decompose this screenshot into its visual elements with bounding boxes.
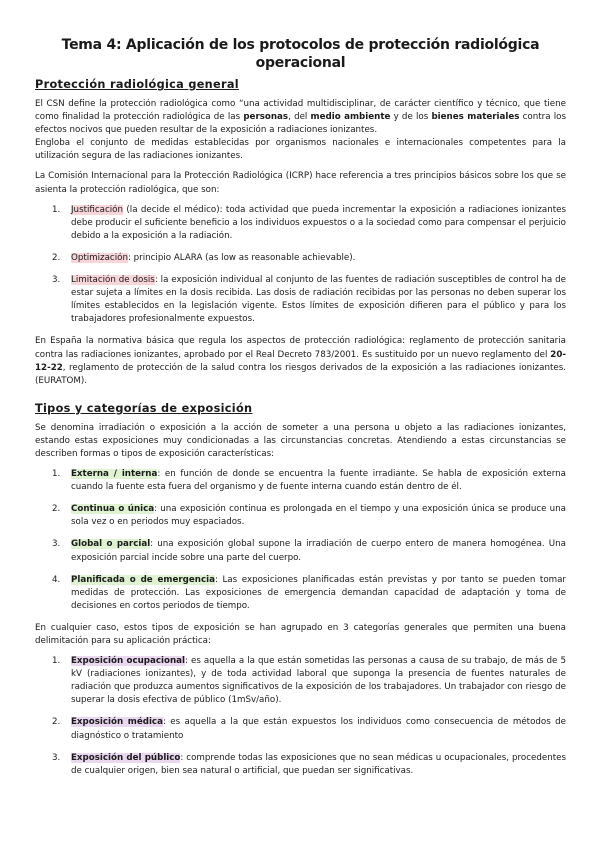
term-exposicion-ocupacional: Exposición ocupacional — [71, 656, 185, 667]
list-item: 2. Exposición médica: es aquella a la que están expuestos los individuos como consecuencia de métodos de diagnóstico o tratamiento — [52, 717, 566, 741]
term-externa-interna: Externa / interna — [71, 469, 158, 480]
categories-list — [35, 655, 566, 778]
section-heading-tipos: Tipos y categorías de exposición — [35, 401, 253, 415]
paragraph-csn-definition: El CSN define la protección radiológica como “una actividad multidisciplinar, de carácter científico y técnico, que tiene como finalidad la protección radiológica de las personas, del medio ambiente y de los bienes materiales contra los efectos nocivos que pueden resultar de la exposición a radiaciones ionizantes. — [35, 99, 566, 136]
bold-medio-ambiente: medio ambiente — [310, 112, 391, 123]
paragraph-engloba: Engloba el conjunto de medidas establecidas por organismos nacionales e internacionales competentes para la utilización segura de las radiaciones ionizantes. — [35, 138, 566, 162]
paragraph-icrp: La Comisión Internacional para la Protección Radiológica (ICRP) hace referencia a tres principios básicos sobre los que se asienta la protección radiológica, que son: — [35, 171, 566, 195]
term-planificada-emergencia: Planificada o de emergencia — [71, 574, 215, 585]
paragraph-irradiacion: Se denomina irradiación o exposición a la acción de someter a una persona u objeto a las radiaciones ionizantes, estando estas exposiciones muy condicionadas a las circunstancias concretas. Atendiendo a estas circunstancias se describen formas o tipos de exposición características: — [35, 422, 566, 459]
list-item: 1. Externa / interna: en función de donde se encuentra la fuente irradiante. Se habla de exposición externa cuando la fuente esta fuera del organismo y de fuente interna cuando están dentro de él. — [52, 469, 566, 493]
list-item: 3. Global o parcial: una exposición global supone la irradiación de cuerpo entero de manera homogénea. Una exposición parcial incide sobre una parte del cuerpo. — [52, 539, 566, 563]
list-item: 2. Continua o única: una exposición continua es prolongada en el tiempo y una exposición única se produce una sola vez o en periodos muy espaciados. — [52, 504, 566, 528]
term-optimizacion: Optimización — [71, 252, 128, 263]
term-continua-unica: Continua o única — [71, 504, 155, 515]
term-exposicion-publico: Exposición del público — [71, 752, 181, 763]
term-limitacion-dosis: Limitación de dosis — [71, 275, 155, 286]
bold-personas: personas — [243, 112, 289, 123]
list-item: 2. Optimización: principio ALARA (as low as reasonable achievable). — [52, 252, 356, 263]
term-justificacion: Justificación — [71, 204, 123, 215]
list-item: 3. Exposición del público: comprende todas las exposiciones que no sean médicas u ocupacionales, procedentes de cualquier origen, bien sea natural o artificial, que puedan ser significativas. — [52, 752, 566, 776]
page-title: Tema 4: Aplicación de los protocolos de protección radiológica operacional — [61, 37, 540, 71]
bold-date: 20-12-22 — [35, 349, 566, 373]
paragraph-categorias: En cualquier caso, estos tipos de exposición se han agrupado en 3 categorías generales que permiten una buena delimitación para su aplicación práctica: — [35, 622, 566, 646]
principles-list — [35, 204, 566, 327]
list-item: 4. Planificada o de emergencia: Las exposiciones planificadas están previstas y por tanto se pueden tomar medidas de protección. Las exposiciones de emergencia demandan capacidad de adaptación y toma de decisiones en cortos periodos de tiempo. — [52, 574, 567, 611]
term-global-parcial: Global o parcial — [71, 539, 151, 550]
bold-bienes-materiales: bienes materiales — [431, 112, 520, 123]
term-exposicion-medica: Exposición médica — [71, 717, 163, 728]
list-item: 1. Justificación (la decide el médico): toda actividad que pueda incrementar la exposición a radiaciones ionizantes debe producir el suficiente beneficio a los individuos expuestos o a la sociedad como para compensar el perjuicio debido a la exposición a la radiación. — [52, 204, 566, 241]
types-list — [35, 468, 566, 613]
paragraph-normativa: En España la normativa básica que regula los aspectos de protección radiológica: reglamento de protección sanitaria contra las radiaciones ionizantes, aprobado por el Real Decreto 783/2001. Es sustituido por un nuevo reglamento del 20-12-22, reglamento de protección de la salud contra los riesgos derivados de la exposición a las radiaciones ionizantes. (EURATOM). — [35, 336, 566, 386]
list-item: 3. Limitación de dosis: la exposición individual al conjunto de las fuentes de radiación susceptibles de control ha de estar sujeta a límites en la dosis recibida. Las dosis de radiación recibidas por las personas no deben superar los límites establecidos en la legislación vigente. Estos límites de exposición difieren para el público y para los trabajadores profesionalmente expuestos. — [52, 275, 566, 325]
section-heading-general: Protección radiológica general — [35, 78, 239, 91]
list-item: 1. Exposición ocupacional: es aquella a la que están sometidas las personas a causa de su trabajo, de más de 5 kV (radiaciones ionizantes), y de toda actividad laboral que suponga la presencia de fuentes naturales de radiación que produzca aumentos significativos de la exposición de los trabajadores. Un trabajador con riesgo de superar la dosis efectiva de público (1mSv/año). — [52, 656, 566, 706]
